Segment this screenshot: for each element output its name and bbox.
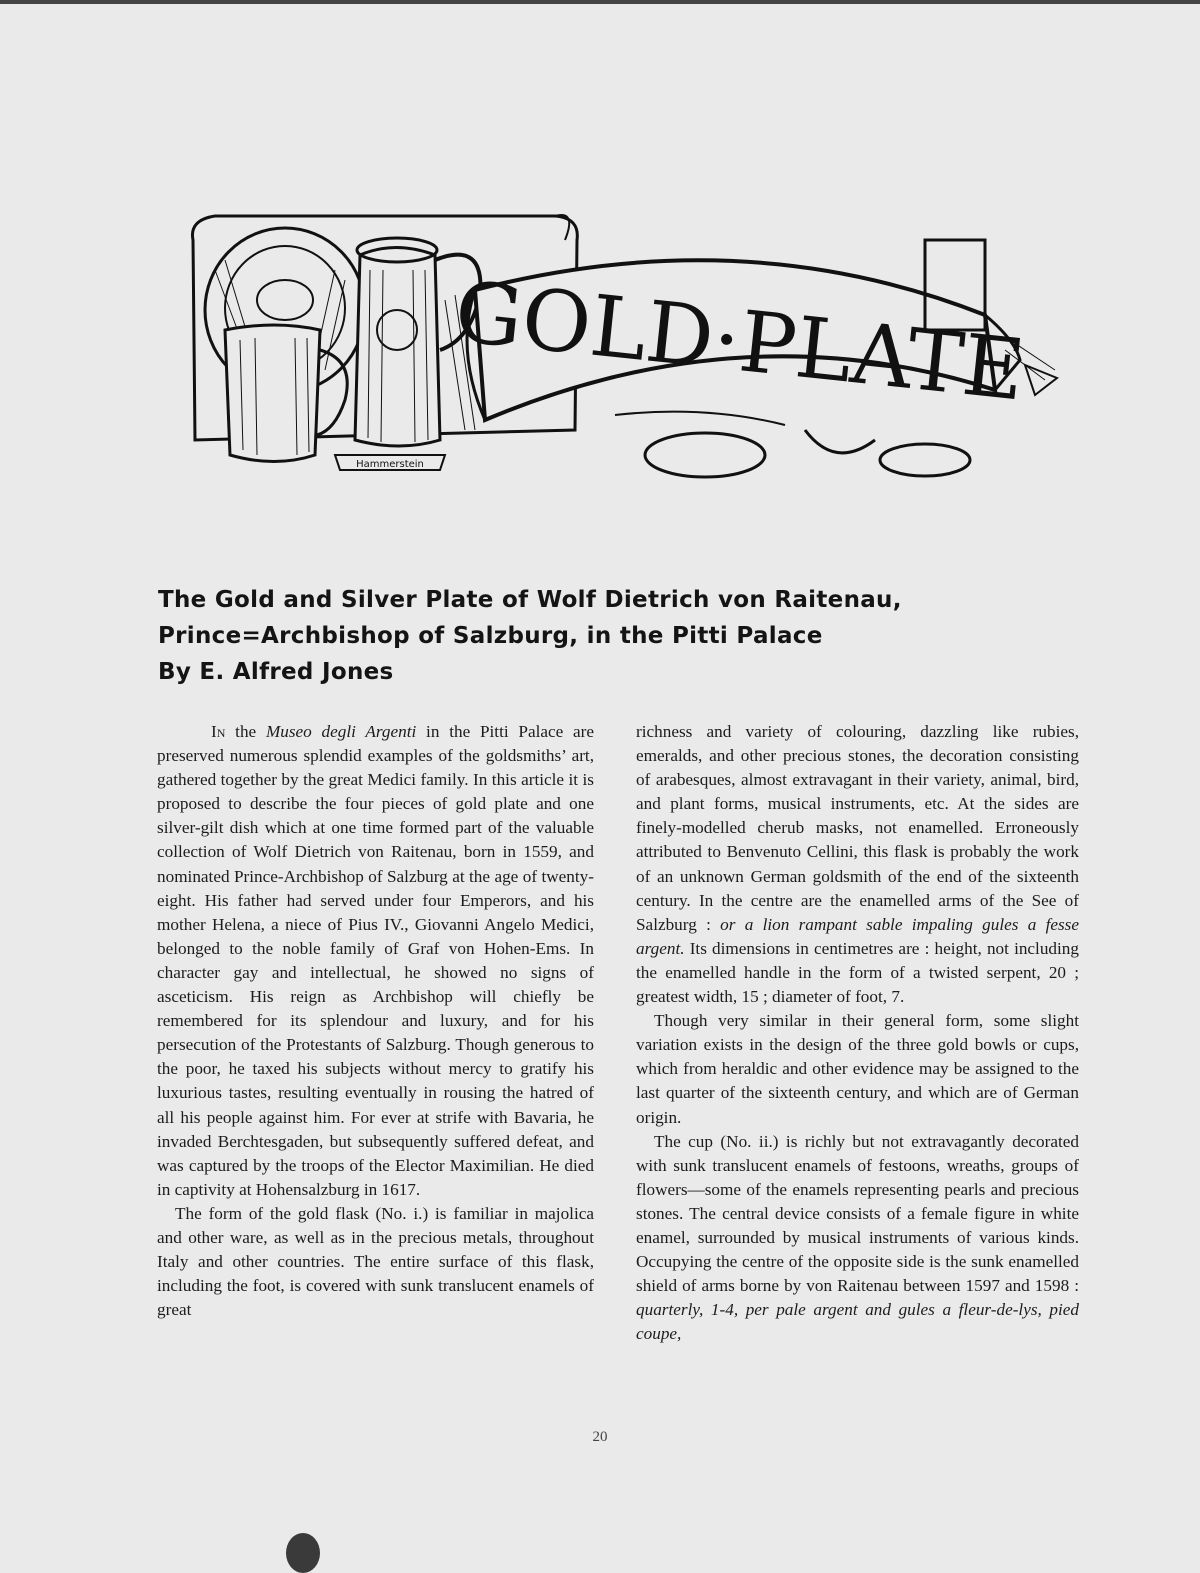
- paragraph: Though very similar in their general form, some slight variation exists in the design of the three gold bowls or cups, which from heraldic and other evidence may be assigned to the last quarter of the sixteenth century, and which are of German origin.: [636, 1011, 1079, 1127]
- text-run: in the Pitti Palace are preserved numerous splendid examples of the goldsmiths’ art, gathered together by the great Medici family. In this article it is proposed to describe the four pieces of gold plate and one silver-gilt dish which at one time formed part of the valuable collection of Wolf Dietrich von Raitenau, born in 1559, and nominated Prince-Archbishop of Salzburg at the age of twenty-eight. His father had served under four Emperors, and his mother Helena, a niece of Pius IV., Giovanni Angelo Medici, belonged to the noble family of Graf von Hohen-Ems. In character gay and intellectual, he showed no signs of asceticism. His reign as Archbishop will chiefly be remembered for its splendour and luxury, and for his persecution of the Protestants of Salzburg. Though generous to the poor, he taxed his subjects without mercy to gratify his luxurious tastes, resulting eventually in rousing the hatred of all his people against him. For ever at strife with Bavaria, he invaded Berchtesgaden, but subsequently suffered defeat, and was captured by the troops of the Elector Maximilian. He died in captivity at Hohensalzburg in 1617.: [157, 722, 594, 1199]
- text-run: Its dimensions in centimetres are : height, not including the enamelled handle in the form of a twisted serpent, 20 ; greatest width, 15 ; diameter of foot, 7.: [636, 938, 1079, 1007]
- left-text-column: [157, 720, 594, 1322]
- page-number: 20: [592, 1429, 608, 1445]
- text-run: The cup (No. ii.) is richly but not extravagantly decorated with sunk translucent enamels of festoons, wreaths, groups of flowers—some of the enamels representing pearls and precious stones. The central device consists of a female figure in white enamel, surrounded by musical instruments of various kinds. Occupying the centre of the opposite side is the sunk enamelled shield of arms borne by von Raitenau between 1597 and 1598 :: [636, 1131, 1079, 1296]
- text-run: richness and variety of colouring, dazzling like rubies, emeralds, and other precious stones, the decoration consisting of arabesques, almost extravagant in their variety, animal, bird, and plant forms, musical instruments, etc. At the sides are finely-modelled cherub masks, not enamelled. Erroneously attributed to Benvenuto Cellini, this flask is probably the work of an unknown German goldsmith of the end of the sixteenth century. In the centre are the enamelled arms of the See of Salzburg :: [636, 722, 1079, 934]
- article-heading: [158, 582, 1058, 690]
- article-title-line-1: The Gold and Silver Plate of Wolf Dietrich von Raitenau,: [158, 587, 902, 613]
- paragraph: The form of the gold flask (No. i.) is familiar in majolica and other ware, as well as in the precious metals, throughout Italy and other countries. The entire surface of this flask, including the foot, is covered with sunk translucent enamels of great: [157, 1203, 594, 1320]
- right-text-column: [636, 720, 1079, 1346]
- paragraph: [157, 720, 594, 1202]
- banner-title: GOLD·PLATE: [450, 262, 1030, 420]
- italic-run: or a lion rampant sable impaling gules a fesse argent.: [636, 914, 1079, 958]
- page-top-border: [0, 0, 1200, 4]
- gold-plate-headpiece-illustration: [185, 200, 1065, 500]
- italic-run: quarterly, 1-4, per pale argent and gules a fleur-de-lys, pied coupe,: [636, 1300, 1079, 1344]
- scanner-thumb-shadow: [286, 1533, 320, 1573]
- illustrator-stamp: Hammerstein: [356, 459, 424, 470]
- italic-run: Museo degli Argenti: [265, 722, 417, 741]
- paragraph: [636, 720, 1079, 1009]
- article-byline: By E. Alfred Jones: [158, 659, 394, 685]
- article-title-line-2: Prince=Archbishop of Salzburg, in the Pitti Palace: [158, 623, 823, 649]
- paragraph: [636, 1130, 1079, 1347]
- drop-word: In: [211, 722, 226, 741]
- text-run: the: [225, 722, 266, 741]
